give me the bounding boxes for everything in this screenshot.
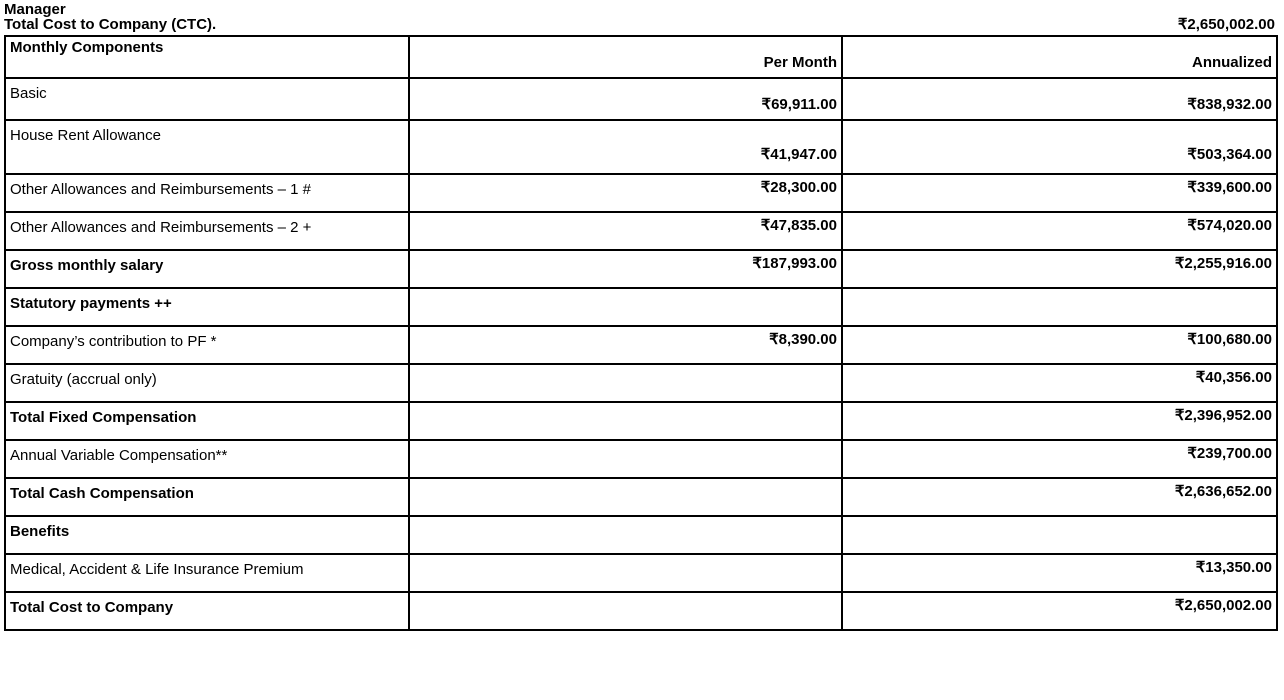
table-row — [5, 120, 1277, 174]
row-label: Gratuity (accrual only) — [5, 364, 409, 402]
annualized-cell: ₹2,650,002.00 — [842, 592, 1277, 630]
row-label: Company’s contribution to PF * — [5, 326, 409, 364]
table-row — [5, 516, 1277, 554]
table-header-row — [5, 36, 1277, 78]
row-label: Benefits — [5, 516, 409, 554]
table-row — [5, 288, 1277, 326]
annualized-cell: ₹100,680.00 — [842, 326, 1277, 364]
compensation-table — [4, 35, 1278, 631]
row-label: Gross monthly salary — [5, 250, 409, 288]
ctc-label: Total Cost to Company (CTC). — [4, 16, 217, 33]
annualized-cell: ₹339,600.00 — [842, 174, 1277, 212]
annualized-cell: ₹2,255,916.00 — [842, 250, 1277, 288]
table-row — [5, 592, 1277, 630]
annualized-cell: ₹2,396,952.00 — [842, 402, 1277, 440]
table-row — [5, 174, 1277, 212]
annualized-cell: ₹838,932.00 — [842, 78, 1277, 120]
per-month-cell: ₹47,835.00 — [409, 212, 842, 250]
designation-title: Manager — [4, 1, 66, 18]
per-month-cell: ₹69,911.00 — [409, 78, 842, 120]
row-label: House Rent Allowance — [5, 120, 409, 174]
per-month-cell — [409, 440, 842, 478]
ctc-value: ₹2,650,002.00 — [1177, 16, 1275, 33]
per-month-cell — [409, 516, 842, 554]
annualized-cell — [842, 288, 1277, 326]
table-row — [5, 250, 1277, 288]
annualized-cell: ₹574,020.00 — [842, 212, 1277, 250]
per-month-cell: ₹8,390.00 — [409, 326, 842, 364]
per-month-cell — [409, 402, 842, 440]
annualized-cell: ₹503,364.00 — [842, 120, 1277, 174]
table-row — [5, 440, 1277, 478]
table-row — [5, 554, 1277, 592]
column-header-per-month: Per Month — [409, 36, 842, 78]
row-label: Other Allowances and Reimbursements – 2 + — [5, 212, 409, 250]
per-month-cell: ₹28,300.00 — [409, 174, 842, 212]
annualized-cell: ₹40,356.00 — [842, 364, 1277, 402]
row-label: Total Fixed Compensation — [5, 402, 409, 440]
column-header-components: Monthly Components — [5, 36, 409, 78]
per-month-cell — [409, 364, 842, 402]
per-month-cell — [409, 554, 842, 592]
table-row — [5, 78, 1277, 120]
annualized-cell — [842, 516, 1277, 554]
per-month-cell — [409, 592, 842, 630]
row-label: Total Cash Compensation — [5, 478, 409, 516]
annualized-cell: ₹239,700.00 — [842, 440, 1277, 478]
row-label: Total Cost to Company — [5, 592, 409, 630]
per-month-cell — [409, 288, 842, 326]
row-label: Medical, Accident & Life Insurance Premium — [5, 554, 409, 592]
column-header-annualized: Annualized — [842, 36, 1277, 78]
table-row — [5, 326, 1277, 364]
row-label: Basic — [5, 78, 409, 120]
annualized-cell: ₹2,636,652.00 — [842, 478, 1277, 516]
per-month-cell: ₹187,993.00 — [409, 250, 842, 288]
table-row — [5, 478, 1277, 516]
table-row — [5, 212, 1277, 250]
row-label: Annual Variable Compensation** — [5, 440, 409, 478]
row-label: Statutory payments ++ — [5, 288, 409, 326]
table-row — [5, 364, 1277, 402]
per-month-cell — [409, 478, 842, 516]
table-row — [5, 402, 1277, 440]
row-label: Other Allowances and Reimbursements – 1 # — [5, 174, 409, 212]
per-month-cell: ₹41,947.00 — [409, 120, 842, 174]
annualized-cell: ₹13,350.00 — [842, 554, 1277, 592]
